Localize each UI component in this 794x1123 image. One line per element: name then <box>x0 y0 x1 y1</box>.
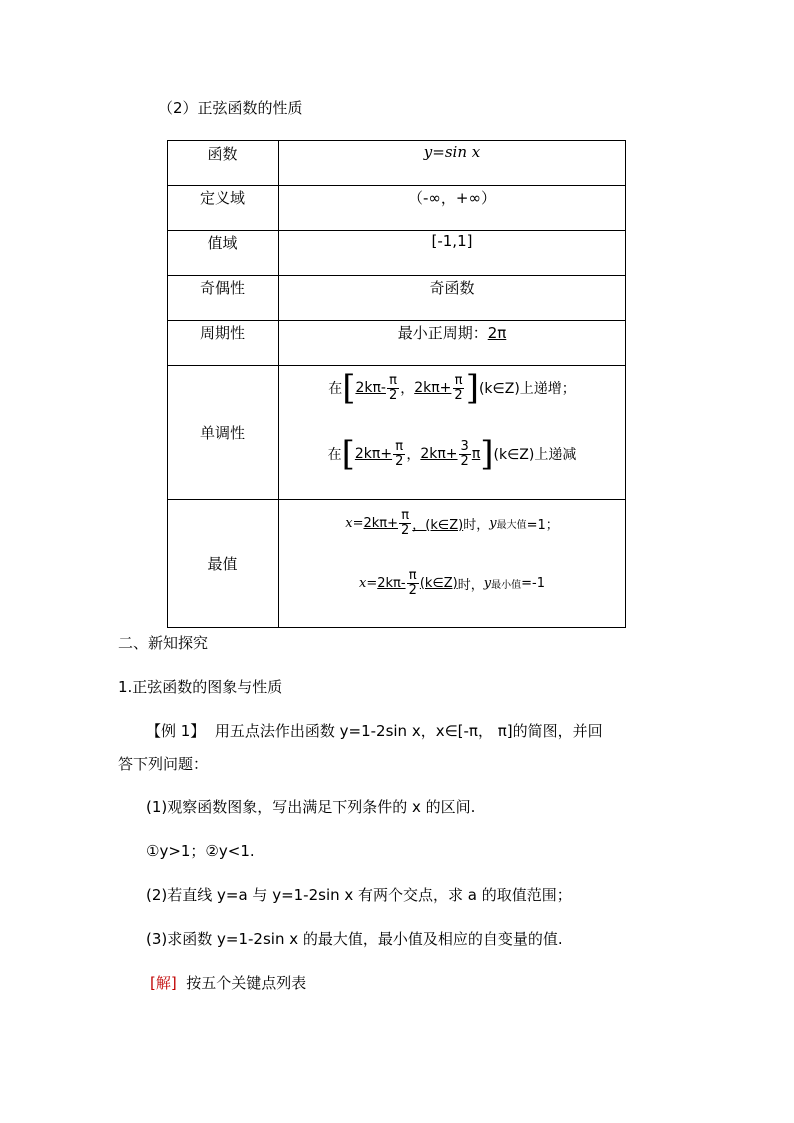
solution-tag: [解] <box>150 974 177 992</box>
row-value-function: y=sin x <box>423 143 481 161</box>
minimum-condition: x= 2kπ- $\frac{\pi}{2}$ (k∈Z) 时， y 最小值 =-1 <box>359 567 545 598</box>
solution-line: [解] 按五个关键点列表 <box>150 974 307 992</box>
decreasing-interval: 在 [ 2kπ+ $\frac{\pi}{2}$ ， 2kπ+ $\frac{3}{2}$ π ] (k∈Z)上递减 <box>327 434 577 474</box>
question-2: (2)若直线 y=a 与 y=1-2sin x 有两个交点，求 a 的取值范围； <box>146 886 572 904</box>
sine-properties-table <box>167 140 626 628</box>
row-label-extremes: 最值 <box>207 554 238 573</box>
example-tag: 【例 1】 <box>146 722 206 740</box>
row-label-range: 值域 <box>207 234 238 252</box>
row-label-monotonicity: 单调性 <box>199 423 245 442</box>
row-value-period: 最小正周期：2π <box>397 324 507 342</box>
maximum-condition: x= 2kπ+ $\frac{\pi}{2}$ ，(k∈Z) 时， y 最大值 =1； <box>345 507 559 538</box>
row-value-parity: 奇函数 <box>429 279 475 297</box>
section-heading: （2）正弦函数的性质 <box>158 99 303 117</box>
example-line-2: 答下列问题： <box>118 755 209 773</box>
row-value-domain: （-∞，+∞） <box>408 189 496 207</box>
heading-sine-graph: 1.正弦函数的图象与性质 <box>118 678 283 696</box>
example-line-1: 【例 1】 用五点法作出函数 y=1-2sin x，x∈[-π， π]的简图，并回 <box>146 722 603 740</box>
heading-new-knowledge: 二、新知探究 <box>118 634 209 652</box>
row-label-parity: 奇偶性 <box>199 279 245 297</box>
row-label-domain: 定义域 <box>199 189 245 207</box>
question-1: (1)观察函数图象，写出满足下列条件的 x 的区间. <box>146 798 476 816</box>
period-answer: 2π <box>487 324 507 342</box>
row-label-function: 函数 <box>207 145 238 163</box>
question-3: (3)求函数 y=1-2sin x 的最大值，最小值及相应的自变量的值. <box>146 930 563 948</box>
increasing-interval: 在 [ 2kπ- $\frac{\pi}{2}$ ， 2kπ+ $\frac{\pi}{2}$ ] (k∈Z)上递增； <box>328 368 576 408</box>
row-value-range: [-1,1] <box>431 232 473 250</box>
row-label-period: 周期性 <box>199 324 245 342</box>
question-1-parts: ①y>1；②y<1. <box>146 842 255 860</box>
